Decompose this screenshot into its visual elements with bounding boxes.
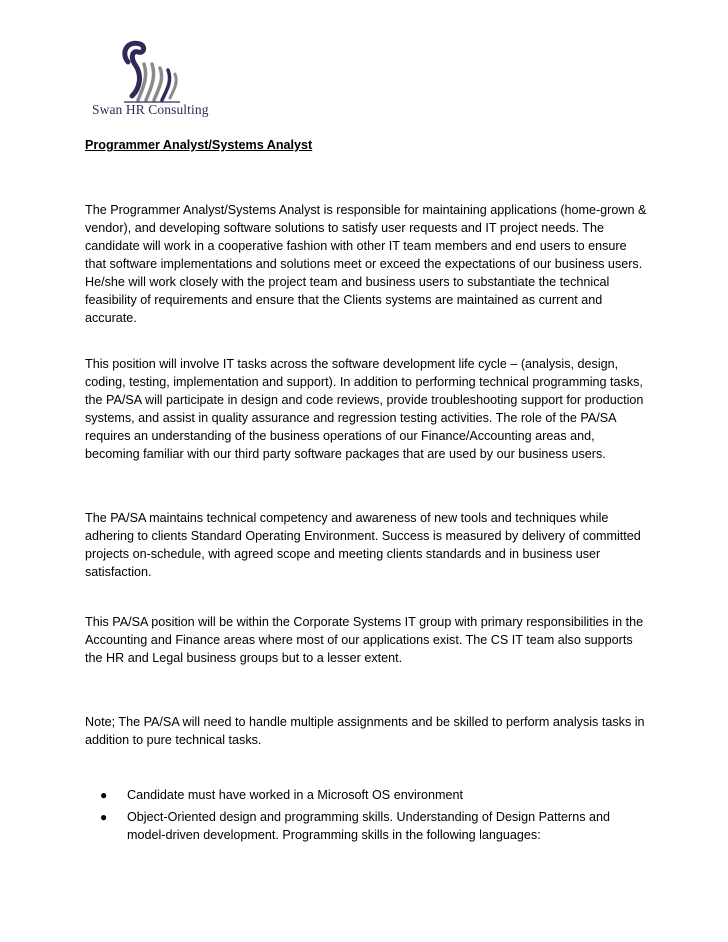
- list-item-text: Candidate must have worked in a Microsoft OS environment: [127, 788, 463, 802]
- document-title: Programmer Analyst/Systems Analyst: [85, 138, 313, 152]
- list-item-text: Object-Oriented design and programming skills. Understanding of Design Patterns and model-driven development. Programming skills in the following languages:: [127, 810, 611, 842]
- requirements-list: [85, 786, 651, 848]
- bullet-icon: ●: [100, 788, 108, 802]
- bullet-icon: ●: [100, 810, 108, 824]
- company-logo: [92, 40, 222, 124]
- paragraph-sdlc-tasks: This position will involve IT tasks across the software development life cycle – (analysis, design, coding, testing, implementation and support). In addition to performing technical programming tasks, the PA/SA will participate in design and code reviews, provide troubleshooting support for production systems, and assist in quality assurance and regression testing activities. The role of the PA/SA requires an understanding of the business operations of our Finance/Accounting areas and, becoming familiar with our third party software packages that are used by our business users.: [85, 357, 644, 461]
- list-item: [85, 808, 651, 844]
- paragraph-competency: The PA/SA maintains technical competency and awareness of new tools and techniques while adhering to clients Standard Operating Environment. Success is measured by delivery of committed projects on-schedule, with agreed scope and meeting clients standards and in business user satisfaction.: [85, 511, 641, 579]
- paragraph-corporate-systems: This PA/SA position will be within the Corporate Systems IT group with primary responsibilities in the Accounting and Finance areas where most of our applications exist. The CS IT team also supports the HR and Legal business groups but to a lesser extent.: [85, 615, 644, 665]
- swan-logo-icon: [114, 40, 194, 104]
- list-item: [85, 786, 651, 804]
- paragraph-role-overview: The Programmer Analyst/Systems Analyst is responsible for maintaining applications (home-grown & vendor), and developing software solutions to satisfy user requests and IT project needs. The candidate will work in a cooperative fashion with other IT team members and end users to ensure that software implementations and solutions meet or exceed the expectations of our business users. He/she will work closely with the project team and business users to substantiate the technical feasibility of requirements and ensure that the Clients systems are maintained as current and accurate.: [85, 203, 647, 325]
- logo-text: Swan HR Consulting: [92, 102, 209, 117]
- paragraph-note: Note; The PA/SA will need to handle multiple assignments and be skilled to perform analysis tasks in addition to pure technical tasks.: [85, 715, 645, 747]
